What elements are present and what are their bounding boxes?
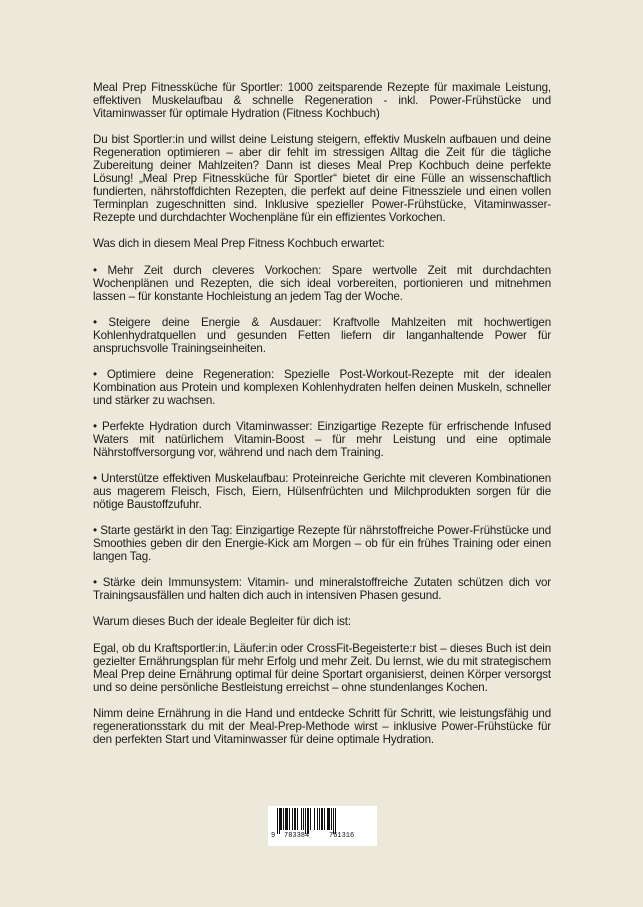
- barcode-bar: [279, 808, 280, 834]
- expect-heading: Was dich in diesem Meal Prep Fitness Kochbuch erwartet:: [93, 237, 385, 251]
- bullet-item: • Unterstütze effektiven Muskelaufbau: Proteinreiche Gerichte mit cleveren Kombinationen aus magerem Fleisch, Fisch, Eiern, Hülsenfrüchten und Milchprodukten sorgen für die nötige Baustoffzufuhr.: [93, 472, 551, 512]
- barcode-digits: [268, 832, 377, 844]
- barcode-bar: [297, 808, 298, 830]
- why-heading: Warum dieses Buch der ideale Begleiter für dich ist:: [93, 615, 351, 629]
- bullet-item: • Optimiere deine Regeneration: Spezielle Post-Workout-Rezepte mit der idealen Kombination aus Protein und komplexen Kohlenhydraten helfen deinen Muskeln, schneller und stärker zu wachsen.: [93, 367, 551, 407]
- barcode-bar: [317, 808, 318, 830]
- barcode-bar: [285, 808, 288, 830]
- barcode-bar: [331, 808, 332, 830]
- bullet-item: • Perfekte Hydration durch Vitaminwasser: Einzigartige Rezepte für erfrischende Infused Waters mit natürlichem Vitamin-Boost – für mehr Leistung und eine optimale Nährstoffversorgung vor, während und nach dem Training.: [93, 419, 551, 460]
- barcode-bars: [268, 806, 377, 834]
- bullet-item: • Starte gestärkt in den Tag: Einzigartige Rezepte für nährstoffreiche Power-Frühstücke und Smoothies geben dir den Energie-Kick am Morgen – ob für ein frühes Training oder einen langen Tag.: [93, 524, 551, 564]
- barcode-bar: [327, 808, 330, 830]
- barcode-bar: [301, 808, 302, 830]
- barcode-bar: [294, 808, 296, 830]
- isbn-barcode: [268, 806, 377, 846]
- barcode-digit-first: 9: [271, 832, 276, 840]
- bullet-item: • Stärke dein Immunsystem: Vitamin- und mineralstoffreiche Zutaten schützen dich vor Trainingsausfällen und halten dich auch in intensiven Phasen gesund.: [93, 576, 551, 603]
- barcode-bar: [305, 808, 306, 834]
- bullet-item: • Mehr Zeit durch cleveres Vorkochen: Spare wertvolle Zeit mit durchdachten Wochenplänen und Rezepten, die sich ideal vorbereiten, portionieren und mitnehmen lassen – für konstante Hochleistung an jedem Tag der Woche.: [93, 263, 551, 303]
- barcode-bar: [333, 808, 334, 834]
- barcode-bar: [324, 808, 325, 830]
- closing-paragraph: Nimm deine Ernährung in die Hand und entdecke Schritt für Schritt, wie leistungsfähig und regenerationsstark du mit der Meal-Prep-Methode wirst – inklusive Power-Frühstücke für den perfekten Start und Vitaminwasser für deine optimale Hydration.: [93, 706, 551, 746]
- barcode-digits-right: 761316: [329, 832, 355, 840]
- blurb-text: [93, 81, 551, 759]
- why-paragraph: Egal, ob du Kraftsportler:in, Läufer:in oder CrossFit-Begeisterte:r bist – dieses Buch ist dein gezielter Ernährungsplan für mehr Erfolg und mehr Zeit. Du lernst, wie du mit strategischem Meal Prep deine Ernährung optimal für deine Sportart organisierst, deinen Körper versorgst und so deine persönliche Bestleistung erreichst – ohne stundenlanges Kochen.: [93, 641, 551, 694]
- barcode-bar: [303, 808, 304, 830]
- barcode-bar: [280, 808, 282, 830]
- barcode-bar: [314, 808, 315, 830]
- barcode-bar: [335, 808, 336, 834]
- barcode-bar: [277, 808, 278, 834]
- barcode-bar: [283, 808, 284, 830]
- book-title: Meal Prep Fitnessküche für Sportler: 1000 zeitsparende Rezepte für maximale Leistung, effektiven Muskelaufbau & schnelle Regeneration - inkl. Power-Frühstücke und Vitaminwasser für optimale Hydration (Fitness Kochbuch): [93, 81, 551, 121]
- bullet-item: • Steigere deine Energie & Ausdauer: Kraftvolle Mahlzeiten mit hochwertigen Kohlenhydratquellen und gesunden Fetten liefern dir langanhaltende Power für anspruchsvolle Trainingseinheiten.: [93, 315, 551, 355]
- intro-paragraph: Du bist Sportler:in und willst deine Leistung steigern, effektiv Muskeln aufbauen und deine Regeneration optimieren – aber dir fehlt im stressigen Alltag die Zeit für die tägliche Zubereitung deiner Mahlzeiten? Dann ist dieses Meal Prep Kochbuch deine perfekte Lösung! „Meal Prep Fitnessküche für Sportler“ bietet dir eine Fülle an wissenschaftlich fundierten, nährstoffdichten Rezepten, die perfekt auf deine Fitnessziele und einen vollen Terminplan zugeschnitten sind. Inklusive spezieller Power-Frühstücke, Vitaminwasser-Rezepte und durchdachter Wochenpläne für ein effizientes Vorkochen.: [93, 133, 551, 225]
- barcode-bar: [292, 808, 293, 830]
- barcode-bar: [310, 808, 311, 830]
- barcode-digits-left: 783384: [284, 832, 310, 840]
- barcode-bar: [319, 808, 320, 830]
- barcode-bar: [321, 808, 323, 830]
- barcode-bar: [289, 808, 290, 830]
- barcode-bar: [307, 808, 309, 834]
